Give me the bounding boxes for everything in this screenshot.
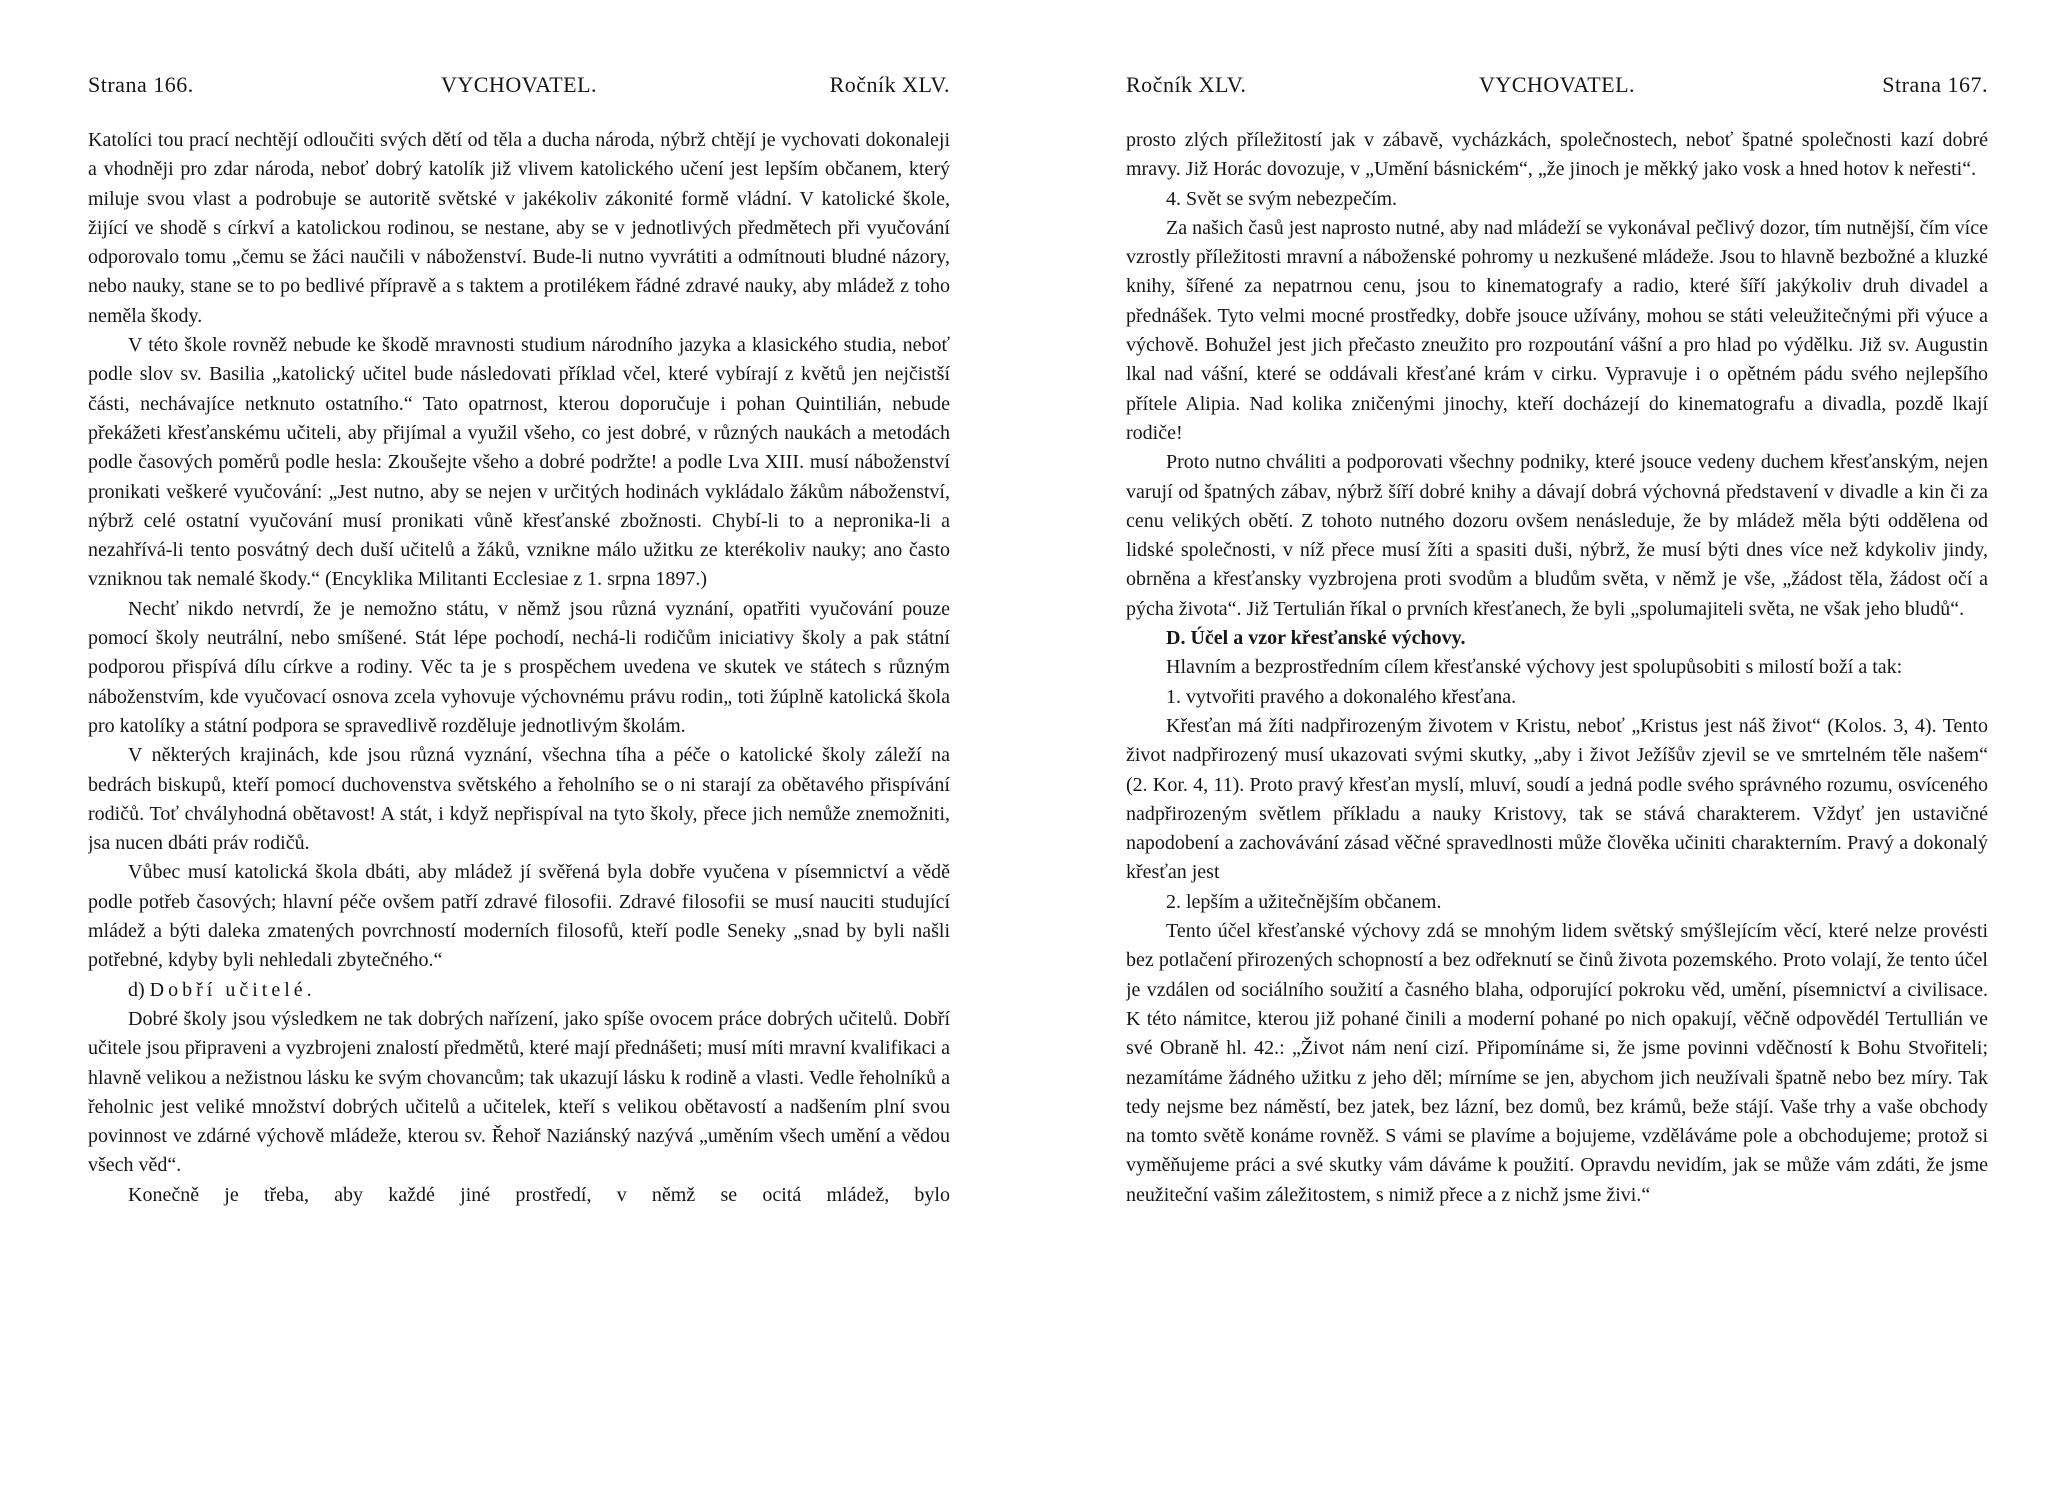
list-item: 1. vytvořiti pravého a dokonalého křesťana. <box>1166 685 1517 708</box>
section-label: d) <box>128 978 145 1001</box>
paragraph: Konečně je třeba, aby každé jiné prostředí, v němž se ocitá mládež, bylo <box>128 1183 950 1206</box>
paragraph: Katolíci tou prací nechtějí odloučiti svých dětí od těla a ducha národa, nýbrž chtějí je vychovati dokonaleji a vhodněji pro zdar národa, neboť dobrý katolík již vlivem katolického učení jest lepším občanem, který miluje svou vlast a podrobuje se autoritě světské v jakékoliv zákonité formě vládní. V katolické škole, žijící ve shodě s církví a katolickou rodinou, se nestane, aby se v jednotlivých předmětech při vyučování odporovalo tomu „čemu se žáci naučili v náboženství. Bude-li nutno vyvrátiti a odmítnouti bludné názory, nebo nauky, stane se to po bedlivé přípravě a s taktem a protilékem řádné zdravé nauky, aby mládež z toho neměla škody. <box>88 129 950 327</box>
paragraph: V některých krajinách, kde jsou různá vyznání, všechna tíha a péče o katolické školy záleží na bedrách biskupů, kteří pomocí duchovenstva světského a řeholního se o ni starají za obětavého přispívání rodičů. Toť chvályhodná obětavost! A stát, i když nepřispíval na tyto školy, přece jich nemůže znemožniti, jsa nucen dbáti práv rodičů. <box>88 744 950 855</box>
page-body <box>88 126 950 1210</box>
volume-label: Ročník XLV. <box>1126 72 1247 97</box>
paragraph: Tento účel křesťanské výchovy zdá se mnohým lidem světský smýšlejícím věcí, které nelze provésti bez potlačení přirozených schopností a bez odřeknutí se činů života pozemského. Proto volají, že tento účel je vzdálen od sociálního soužití a časného blaha, odporující pokroku věd, umění, písemnictví a civilisace. K této námitce, kterou již pohané činili a moderní pohané po nich opakují, věčně odpovědél Tertullián ve své Obraně hl. 42.: „Život nám není cizí. Připomínáme si, že jsme povinni vděčností k Bohu Stvořiteli; nezamítáme žádného užitku z jeho děl; mírníme se jen, abychom jich neužívali špatně nebo bez míry. Tak tedy nejsme bez náměstí, bez jatek, bez lázní, bez domů, bez krámů, beže stájí. Vaše trhy a vaše obchody na tomto světě konáme rovněž. S vámi se plavíme a bojujeme, vzděláváme pole a obchodujeme; protož si vyměňujeme práci a své skutky vám dáváme k použití. Opravdu nevidím, jak se může vám zdáti, že jsme neužiteční vašim záležitostem, s nimiž přece a z nichž jsme živi.“ <box>1126 920 1988 1206</box>
page-number: Strana 166. <box>88 72 194 97</box>
journal-title: VYCHOVATEL. <box>1478 72 1636 97</box>
paragraph: Nechť nikdo netvrdí, že je nemožno státu, v němž jsou různá vyznání, opatřiti vyučování pouze pomocí školy neutrální, nebo smíšené. Stát lépe pochodí, nechá-li rodičům iniciativy školy a pak státní podporou přispívá dílu církve a rodiny. Věc ta je s prospěchem uvedena ve skutek ve státech s různým náboženstvím, kde vyučovací osnova zcela vyhovuje výchovnému právu rodin„ toti žúplně katolická škola pro katolíky a státní podpora se spravedlivě rozděluje jednotlivým školám. <box>88 597 950 737</box>
page-number: Strana 167. <box>1882 72 1988 97</box>
page-body <box>1126 126 1988 1210</box>
section-heading <box>88 976 950 1005</box>
paragraph: Vůbec musí katolická škola dbáti, aby mládež jí svěřená byla dobře vyučena v písemnictví a vědě podle potřeb časových; hlavní péče ovšem patří zdravé filosofii. Zdravé filosofii se musí nauciti studující mládež a býti daleka zmatených povrchností moderních filosofů, kteří podle Seneky „snad by byli našli potřebné, kdyby byli nehledali zbytečného.“ <box>88 861 950 972</box>
list-item: 4. Svět se svým nebezpečím. <box>1166 187 1398 210</box>
paragraph: Dobré školy jsou výsledkem ne tak dobrých nařízení, jako spíše ovocem práce dobrých učitelů. Dobří učitele jsou připraveni a vyzbrojeni znalostí předmětů, které mají přednášeti; musí míti mravní kvalifikaci a hlavně velikou a nežistnou lásku ke svým chovancům; tak ukazují lásku k rodině a vlasti. Vedle řeholníků a řeholnic jest veliké množství dobrých učitelů a učitelek, kteří s velikou obětavostí a nadšením plní svou povinnost ve zdárné výchově mládeže, kterou sv. Řehoř Naziánský nazývá „uměním všech umění a vědou všech věd“. <box>88 1007 950 1177</box>
left-page <box>88 72 950 1472</box>
volume-label: Ročník XLV. <box>829 72 950 97</box>
paragraph: prosto zlých příležitostí jak v zábavě, vycházkách, společnostech, neboť špatné společnosti kazí dobré mravy. Již Horác dovozuje, v „Umění básnickém“, „že jinoch je měkký jako vosk a hned hotov k neřesti“. <box>1126 129 1988 181</box>
page-header <box>1126 72 1988 106</box>
paragraph: Křesťan má žíti nadpřirozeným životem v Kristu, neboť „Kristus jest náš život“ (Kolos. 3, 4). Tento život nadpřirozený musí ukazovati svými skutky, „aby i život Ježíšův zjevil se ve smrtelném těle našem“ (2. Kor. 4, 11). Proto pravý křesťan myslí, mluví, soudí a jedná podle svého správného rozumu, osvíceného nadpřirozeným světlem příkladu a nauky Kristovy, tak se stává charakterem. Vždyť jen ustavičné napodobení a zachovávání zásad věčné spravedlnosti může člověka učiniti charakterním. Pravý a dokonalý křesťan jest <box>1126 714 1988 884</box>
section-title: Dobří učitelé. <box>149 978 316 1001</box>
paragraph: Za našich časů jest naprosto nutné, aby nad mládeží se vykonával pečlivý dozor, tím nutnější, čím více vzrostly příležitosti mravní a náboženské pohromy u nezkušené mládeže. Jsou to hlavně bezbožné a kluzké knihy, šířené za nepatrnou cenu, jsou to kinematografy a radio, které šíří jakýkoliv druh divadel a přednášek. Tyto velmi mocné prostředky, dobře jsouce užívány, mohou se státi veleužitečnými při výuce a výchově. Bohužel jest jich přečasto zneužito pro rozpoutání vášní a pro hlad po výdělku. Již sv. Augustin lkal nad vášní, které se oddávali křesťané krám v cirku. Vypravuje i o opětném pádu svého nejlepšího přítele Alipia. Nad kolika zničenými jinochy, kteří docházejí do kinematografu a divadla, pozdě lkají rodiče! <box>1126 216 1988 444</box>
right-page <box>1126 72 1988 1472</box>
paragraph: Hlavním a bezprostředním cílem křesťanské výchovy jest spolupůsobiti s milostí boží a tak: <box>1166 656 1903 679</box>
paragraph: Proto nutno chváliti a podporovati všechny podniky, které jsouce vedeny duchem křesťanským, nejen varují od špatných zábav, nýbrž šíří dobré knihy a dávají dobrá výchovná představení v divadle a kin či za cenu velikých obětí. Z tohoto nutného dozoru ovšem nenásleduje, že by mládež měla býti oddělena od lidské společnosti, v níž přece musí žíti a spasiti duši, nýbrž, že musí býti dnes více než kdykoliv jindy, obrněna a křesťansky vyzbrojena proti svodům a bludům světa, v němž je vše, „žádost těla, žádost očí a pýcha života“. Již Tertulián říkal o prvních křesťanech, že byli „spolumajiteli světa, ne však jeho bludů“. <box>1126 451 1988 620</box>
journal-title: VYCHOVATEL. <box>440 72 598 97</box>
list-item: 2. lepším a užitečnějším občanem. <box>1166 890 1442 913</box>
section-heading: D. Účel a vzor křesťanské výchovy. <box>1166 627 1466 650</box>
page-header <box>88 72 950 106</box>
paragraph: V této škole rovněž nebude ke škodě mravnosti studium národního jazyka a klasického studia, neboť podle slov sv. Basilia „katolický učitel bude následovati příklad včel, které vybírají z květů jen nejčistší části, nechávajíce netknuto ostatního.“ Tato opatrnost, kterou doporučuje i pohan Quintilián, nebude překážeti křesťanskému učiteli, aby přijímal a využil všeho, co jest dobré, v různých naukách a metodách podle časových poměrů podle hesla: Zkoušejte všeho a dobré podržte! a podle Lva XIII. musí náboženství pronikati veškeré vyučování: „Jest nutno, aby se nejen v určitých hodinách vykládalo žákům náboženství, nýbrž celé ostatní vyučování musí pronikati vůně křesťanské zbožnosti. Chybí-li to a nepronika-li a nezahřívá-li tento posvátný dech duší učitelů a žáků, vznikne málo užitku ze kterékoliv nauky; ano často vzniknou tak nemalé škody.“ (Encyklika Militanti Ecclesiae z 1. srpna 1897.) <box>88 334 950 591</box>
